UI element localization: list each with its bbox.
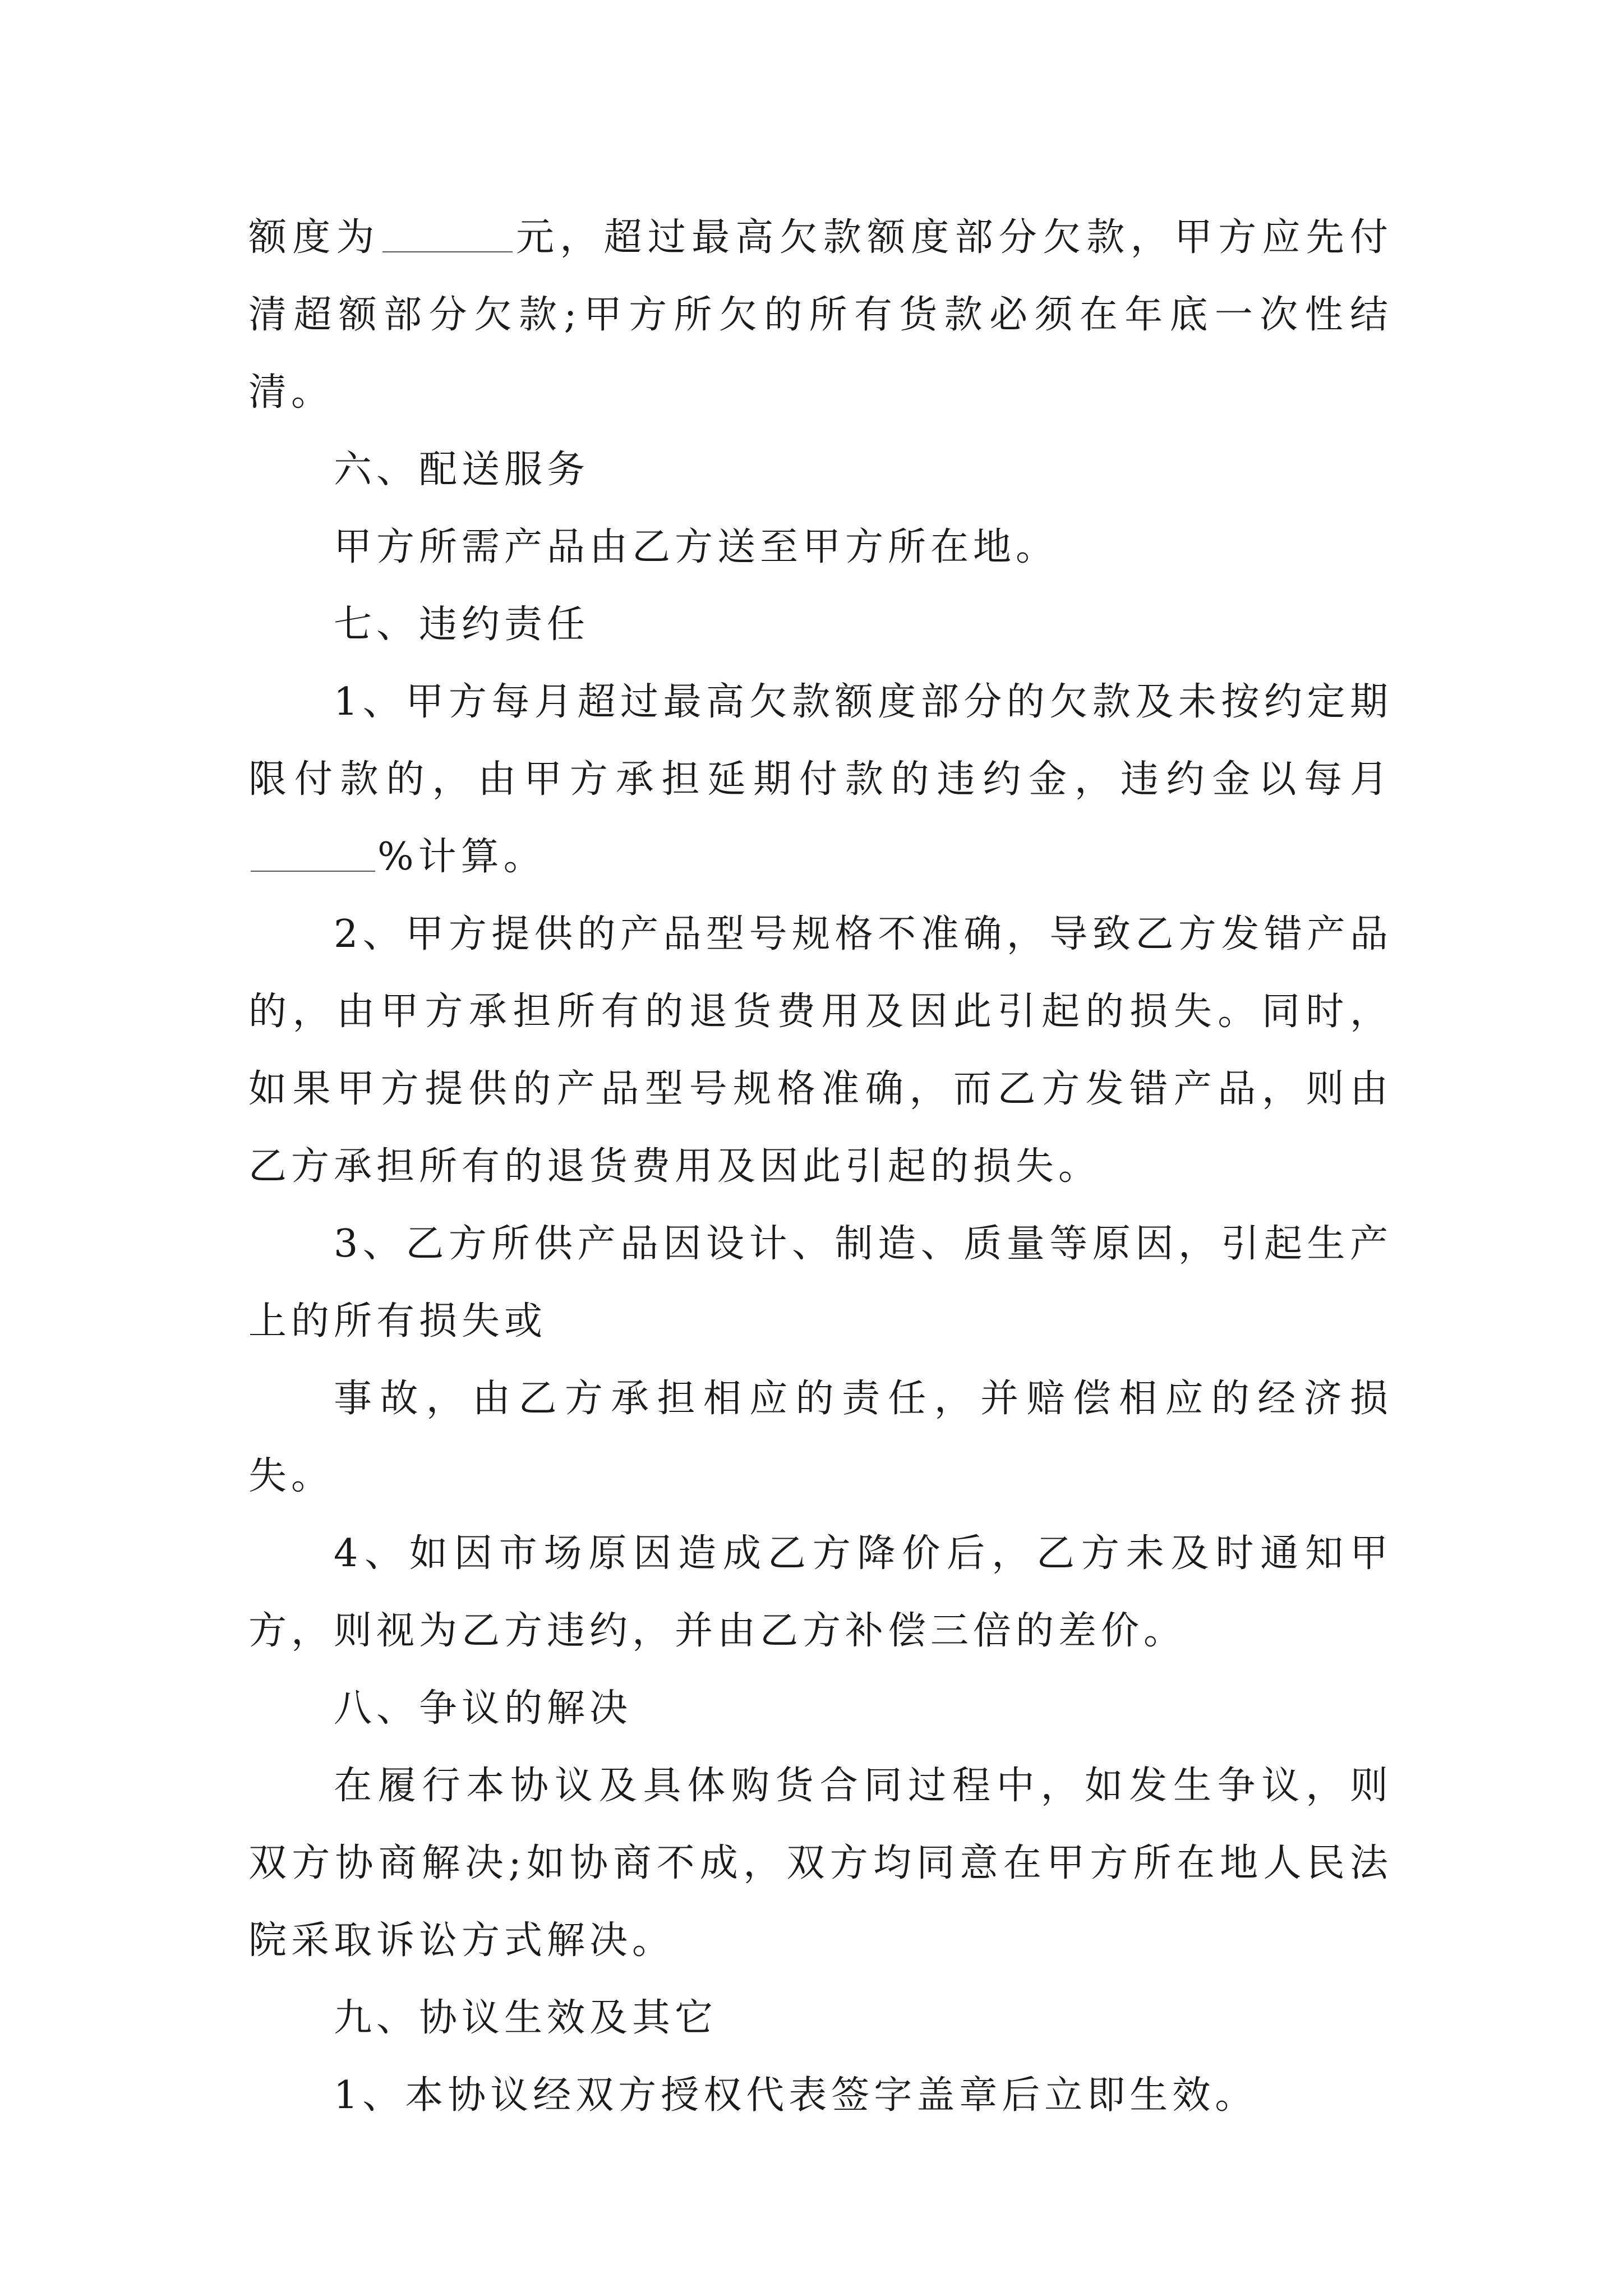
section-9-heading: 九、协议生效及其它: [334, 1996, 718, 2040]
penalty-rate-blank: [251, 838, 375, 872]
section-7-item-4: 4、如因市场原因造成乙方降价后，乙方未及时通知甲方，则视为乙方违约，并由乙方补偿三倍的差价。: [248, 1531, 1393, 1653]
section-8-heading: 八、争议的解决: [334, 1686, 633, 1731]
section-7-item-3-part-1: 3、乙方所供产品因设计、制造、质量等原因，引起生产上的所有损失或: [248, 1222, 1393, 1343]
section-7-item-2: 2、甲方提供的产品型号规格不准确，导致乙方发错产品的，由甲方承担所有的退货费用及因此引起的损失。同时，如果甲方提供的产品型号规格准确，而乙方发错产品，则由乙方承担所有的退货费用及因此引起的损失。: [248, 912, 1393, 1189]
penalty-rate-suffix: %计算。: [377, 835, 546, 879]
section-8-text: 在履行本协议及具体购货合同过程中，如发生争议，则双方协商解决;如协商不成，双方均同意在甲方所在地人民法院采取诉讼方式解决。: [248, 1764, 1393, 1963]
credit-limit-blank: [382, 219, 513, 252]
document-body: [248, 199, 1393, 2134]
section-7-item-3-part-2: 事故，由乙方承担相应的责任，并赔偿相应的经济损失。: [248, 1377, 1393, 1498]
credit-limit-label: 额度为: [248, 215, 380, 260]
paragraph-credit-limit: [248, 199, 1393, 431]
section-6-heading: 六、配送服务: [334, 448, 590, 492]
section-9-item-1: 1、本协议经双方授权代表签字盖章后立即生效。: [334, 2073, 1258, 2118]
penalty-text: 1、甲方每月超过最高欠款额度部分的欠款及未按约定期限付款的，由甲方承担延期付款的违约金，违约金以每月: [248, 680, 1393, 802]
section-6-text: 甲方所需产品由乙方送至甲方所在地。: [334, 525, 1059, 569]
credit-limit-text: 元，超过最高欠款额度部分欠款，甲方应先付清超额部分欠款;甲方所欠的所有货款必须在年底一次性结清。: [248, 215, 1393, 415]
section-7-item-1: [248, 664, 1393, 896]
section-7-heading: 七、违约责任: [334, 602, 590, 647]
